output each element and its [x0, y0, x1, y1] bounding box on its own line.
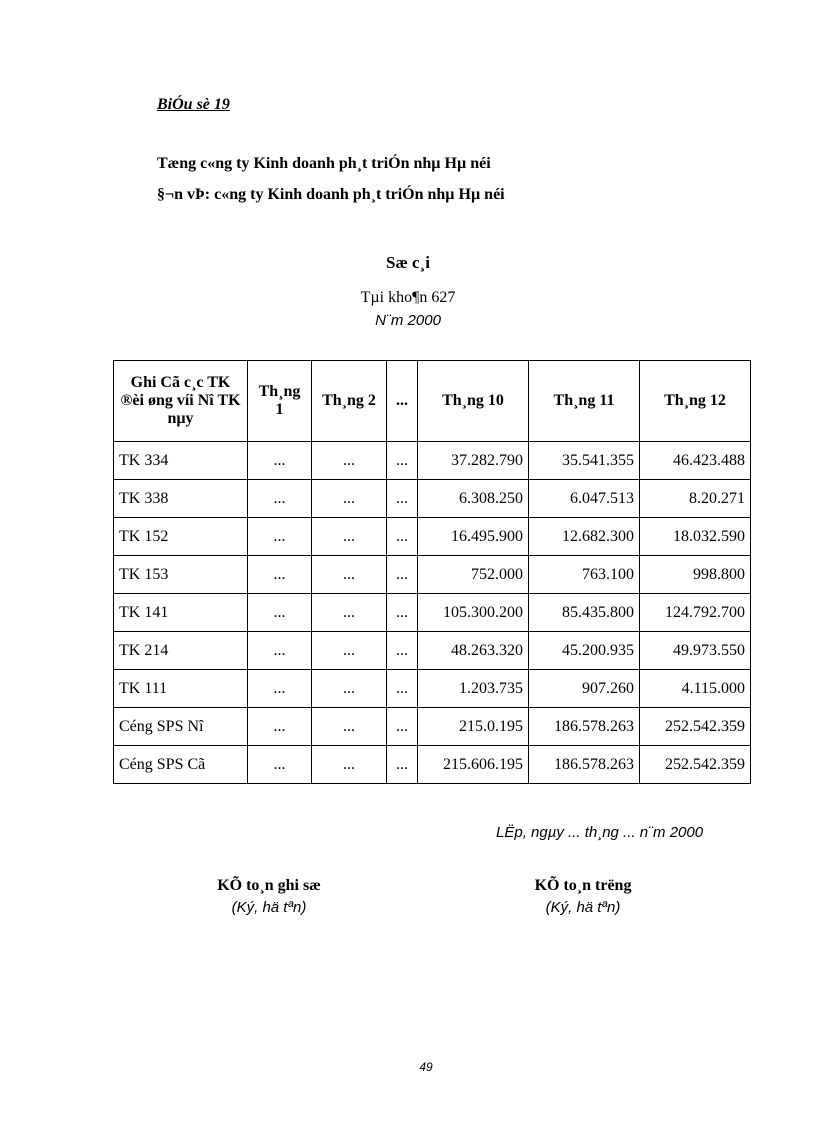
cell-ellipsis: ...	[387, 670, 418, 708]
cell-month-10: 48.263.320	[418, 632, 529, 670]
table-row	[114, 442, 751, 480]
ledger-title: Sæ c¸i	[386, 253, 430, 272]
cell-month-1: ...	[248, 518, 312, 556]
cell-month-2: ...	[312, 556, 387, 594]
cell-month-2: ...	[312, 632, 387, 670]
table-row	[114, 480, 751, 518]
table-row	[114, 594, 751, 632]
cell-month-11: 45.200.935	[529, 632, 640, 670]
row-account: TK 334	[114, 442, 248, 480]
cell-month-12: 8.20.271	[640, 480, 751, 518]
cell-ellipsis: ...	[387, 518, 418, 556]
table-row	[114, 518, 751, 556]
cell-month-12: 998.800	[640, 556, 751, 594]
cell-month-12: 49.973.550	[640, 632, 751, 670]
cell-ellipsis: ...	[387, 594, 418, 632]
ledger-table	[113, 360, 751, 784]
row-account: TK 111	[114, 670, 248, 708]
cell-month-10: 16.495.900	[418, 518, 529, 556]
cell-month-2: ...	[312, 670, 387, 708]
header-month-12: Th¸ng 12	[640, 361, 751, 442]
cell-ellipsis: ...	[387, 442, 418, 480]
row-account: TK 152	[114, 518, 248, 556]
signature-bookkeeper	[139, 877, 399, 916]
account-label: Tµi kho¶n 627	[360, 289, 456, 306]
cell-month-2: ...	[312, 594, 387, 632]
cell-month-11: 907.260	[529, 670, 640, 708]
cell-month-11: 186.578.263	[529, 746, 640, 784]
cell-ellipsis: ...	[387, 480, 418, 518]
parent-organization: Tæng c«ng ty Kinh doanh ph¸t triÓn nhµ Hµ néi	[157, 155, 491, 172]
cell-month-1: ...	[248, 670, 312, 708]
page-number: 49	[419, 1060, 433, 1074]
form-number: BiÓu sè 19	[157, 96, 230, 113]
table-header-row	[114, 361, 751, 442]
cell-month-11: 35.541.355	[529, 442, 640, 480]
cell-month-12: 4.115.000	[640, 670, 751, 708]
cell-month-12: 252.542.359	[640, 746, 751, 784]
cell-month-12: 18.032.590	[640, 518, 751, 556]
cell-month-2: ...	[312, 746, 387, 784]
cell-month-10: 215.606.195	[418, 746, 529, 784]
table-row	[114, 632, 751, 670]
cell-month-2: ...	[312, 480, 387, 518]
header-month-2: Th¸ng 2	[312, 361, 387, 442]
cell-month-2: ...	[312, 518, 387, 556]
cell-month-11: 6.047.513	[529, 480, 640, 518]
cell-month-1: ...	[248, 556, 312, 594]
cell-ellipsis: ...	[387, 746, 418, 784]
cell-month-12: 252.542.359	[640, 708, 751, 746]
signature-chief-accountant	[453, 877, 713, 916]
signature-bookkeeper-note: (Ký, hä tªn)	[231, 899, 307, 916]
cell-month-1: ...	[248, 594, 312, 632]
header-ellipsis: ...	[387, 361, 418, 442]
cell-month-11: 85.435.800	[529, 594, 640, 632]
header-month-11: Th¸ng 11	[529, 361, 640, 442]
cell-month-1: ...	[248, 746, 312, 784]
cell-ellipsis: ...	[387, 708, 418, 746]
table-row	[114, 708, 751, 746]
row-account: TK 141	[114, 594, 248, 632]
cell-month-1: ...	[248, 480, 312, 518]
cell-ellipsis: ...	[387, 632, 418, 670]
cell-month-11: 763.100	[529, 556, 640, 594]
cell-month-11: 12.682.300	[529, 518, 640, 556]
cell-month-11: 186.578.263	[529, 708, 640, 746]
cell-month-10: 6.308.250	[418, 480, 529, 518]
year-label: N¨m 2000	[375, 312, 441, 329]
cell-month-1: ...	[248, 442, 312, 480]
cell-month-2: ...	[312, 708, 387, 746]
unit-organization: §¬n vÞ: c«ng ty Kinh doanh ph¸t triÓn nhµ Hµ néi	[157, 186, 505, 203]
signature-chief-note: (Ký, hä tªn)	[545, 899, 621, 916]
cell-month-2: ...	[312, 442, 387, 480]
cell-month-10: 752.000	[418, 556, 529, 594]
signature-chief-role: KÕ to¸n trëng	[534, 877, 632, 894]
signature-bookkeeper-role: KÕ to¸n ghi sæ	[217, 877, 321, 894]
cell-month-10: 37.282.790	[418, 442, 529, 480]
row-account: Céng SPS Nî	[114, 708, 248, 746]
header-month-1: Th¸ng 1	[248, 361, 312, 442]
cell-month-10: 215.0.195	[418, 708, 529, 746]
cell-ellipsis: ...	[387, 556, 418, 594]
cell-month-10: 1.203.735	[418, 670, 529, 708]
header-contra-account: Ghi Cã c¸c TK ®èi øng víi Nî TK nµy	[114, 361, 248, 442]
cell-month-10: 105.300.200	[418, 594, 529, 632]
table-row	[114, 556, 751, 594]
cell-month-12: 46.423.488	[640, 442, 751, 480]
cell-month-1: ...	[248, 632, 312, 670]
row-account: TK 338	[114, 480, 248, 518]
row-account: TK 153	[114, 556, 248, 594]
row-account: TK 214	[114, 632, 248, 670]
table-row	[114, 670, 751, 708]
header-month-10: Th¸ng 10	[418, 361, 529, 442]
cell-month-1: ...	[248, 708, 312, 746]
place-date-line: LËp, ngµy ... th¸ng ... n¨m 2000	[496, 824, 704, 841]
cell-month-12: 124.792.700	[640, 594, 751, 632]
row-account: Céng SPS Cã	[114, 746, 248, 784]
table-row	[114, 746, 751, 784]
